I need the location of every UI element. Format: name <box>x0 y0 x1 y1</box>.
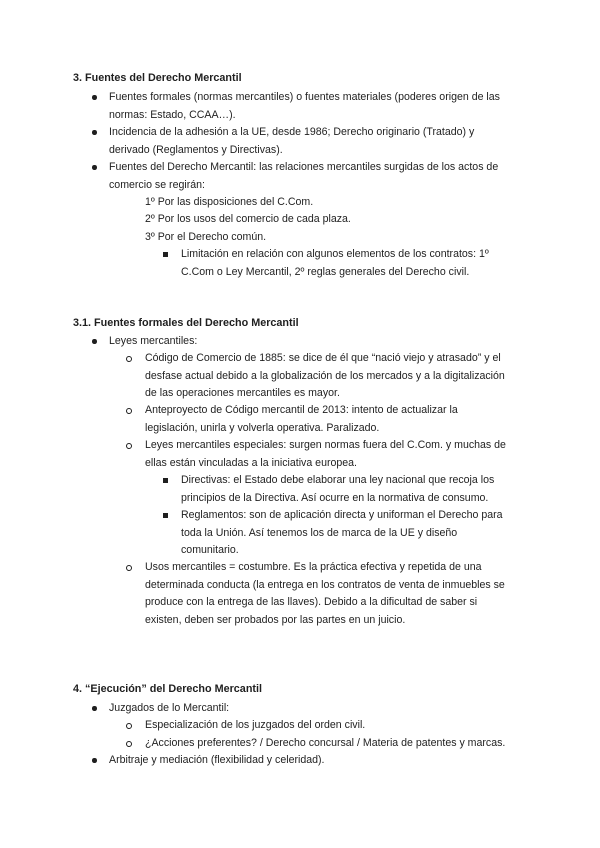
circle-bullet <box>126 565 132 571</box>
list-item-text: normas: Estado, CCAA…). <box>109 109 236 121</box>
list-item-text: Especialización de los juzgados del orden civil. <box>145 719 366 731</box>
circle-bullet <box>126 723 132 729</box>
list-item-text: derivado (Reglamentos y Directivas). <box>109 144 283 156</box>
section-3-heading: 3. Fuentes del Derecho Mercantil <box>73 72 242 84</box>
list-item-text: legislación, unirla y volverla operativa. Paralizado. <box>145 422 380 434</box>
list-item-text: Código de Comercio de 1885: se dice de él que “nació viejo y atrasado” y el <box>145 352 501 364</box>
ordered-item: 2º Por los usos del comercio de cada plaza. <box>145 213 351 225</box>
list-item-text: Juzgados de lo Mercantil: <box>109 702 230 714</box>
bullet <box>92 706 97 711</box>
list-item-text: C.Com o Ley Mercantil, 2º reglas generales del Derecho civil. <box>181 266 470 278</box>
square-bullet <box>163 252 168 257</box>
bullet <box>92 165 97 170</box>
list-item-text: existen, deben ser probados por las partes en un juicio. <box>145 614 406 626</box>
list-item-text: Arbitraje y mediación (flexibilidad y celeridad). <box>109 754 325 766</box>
circle-bullet <box>126 741 132 747</box>
list-item-text: Fuentes formales (normas mercantiles) o fuentes materiales (poderes origen de las <box>109 91 500 103</box>
list-item-text: Incidencia de la adhesión a la UE, desde 1986; Derecho originario (Tratado) y <box>109 126 475 138</box>
list-item-text: Anteproyecto de Código mercantil de 2013: intento de actualizar la <box>145 404 458 416</box>
list-item-text: toda la Unión. Así tenemos los de marca de la UE y diseño <box>181 527 458 539</box>
list-item-text: produce con la entrega de las llaves). Debido a la dificultad de saber si <box>145 596 478 608</box>
bullet <box>92 339 97 344</box>
ordered-item: 1º Por las disposiciones del C.Com. <box>145 196 314 208</box>
square-bullet <box>163 478 168 483</box>
list-item-text: desfase actual debido a la globalización de los mercados y a la digitalización <box>145 370 505 382</box>
list-item-text: principios de la Directiva. Así ocurre en la normativa de consumo. <box>181 492 489 504</box>
circle-bullet <box>126 408 132 414</box>
list-item-text: determinada conducta (la entrega en los contratos de venta de inmuebles se <box>145 579 505 591</box>
section-4-heading: 4. “Ejecución” del Derecho Mercantil <box>73 683 263 695</box>
list-item-text: Leyes mercantiles: <box>109 335 198 347</box>
list-item-text: Usos mercantiles = costumbre. Es la práctica efectiva y repetida de una <box>145 561 482 573</box>
ordered-item: 3º Por el Derecho común. <box>145 231 267 243</box>
bullet <box>92 130 97 135</box>
bullet <box>92 95 97 100</box>
list-item-text: Reglamentos: son de aplicación directa y uniforman el Derecho para <box>181 509 503 521</box>
bullet <box>92 758 97 763</box>
list-item-text: Leyes mercantiles especiales: surgen normas fuera del C.Com. y muchas de <box>145 439 506 451</box>
circle-bullet <box>126 356 132 362</box>
list-item-text: comunitario. <box>181 544 239 556</box>
square-bullet <box>163 513 168 518</box>
list-item-text: Limitación en relación con algunos elementos de los contratos: 1º <box>181 248 489 260</box>
list-item-text: Directivas: el Estado debe elaborar una ley nacional que recoja los <box>181 474 495 486</box>
list-item-text: comercio se regirán: <box>109 179 205 191</box>
list-item-text: Fuentes del Derecho Mercantil: las relaciones mercantiles surgidas de los actos de <box>109 161 499 173</box>
list-item-text: de las operaciones mercantiles es mayor. <box>145 387 340 399</box>
list-item-text: ¿Acciones preferentes? / Derecho concursal / Materia de patentes y marcas. <box>145 737 506 749</box>
circle-bullet <box>126 443 132 449</box>
section-3-1-heading: 3.1. Fuentes formales del Derecho Mercantil <box>73 317 299 329</box>
list-item-text: ellas están vinculadas a la iniciativa europea. <box>145 457 358 469</box>
